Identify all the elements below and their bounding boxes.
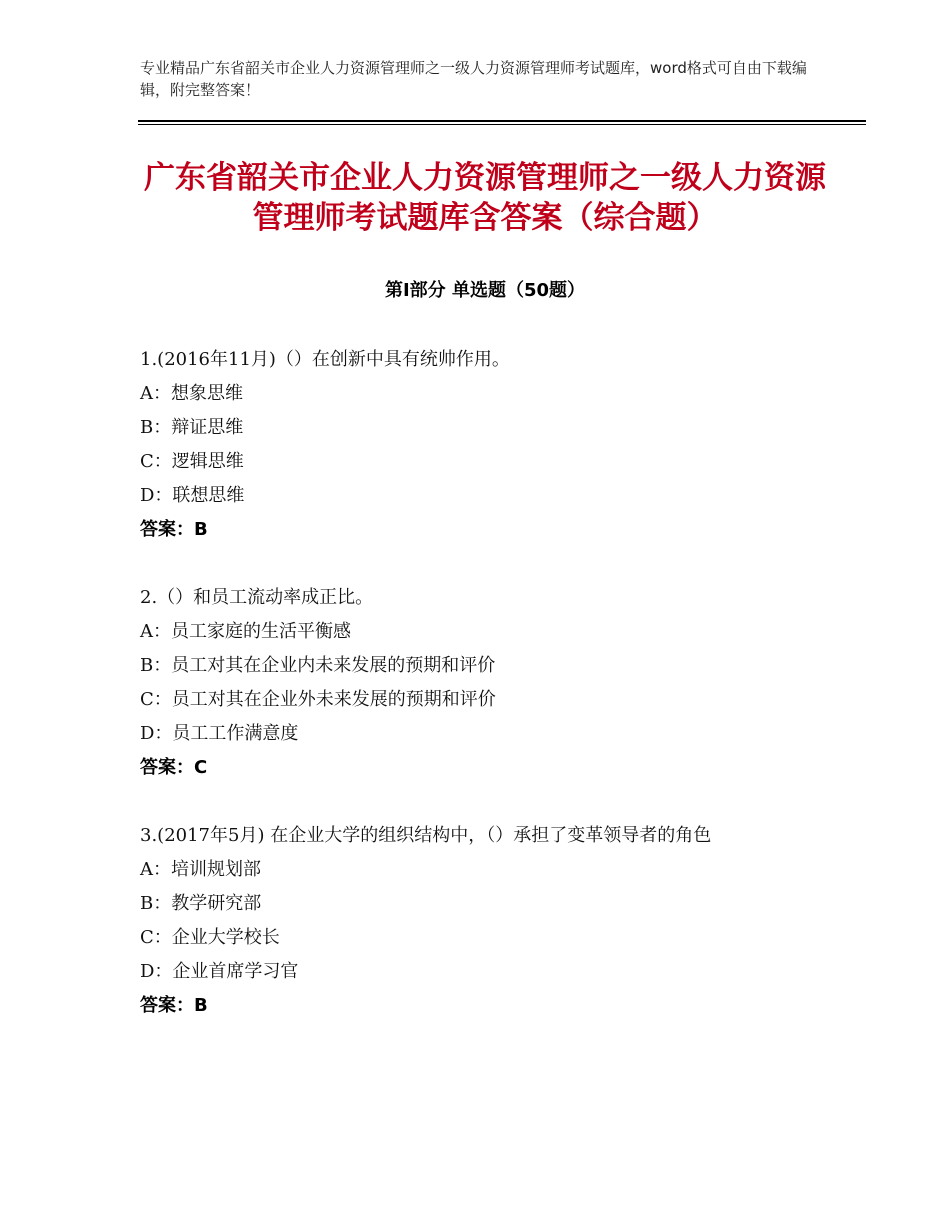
question-stem: 2.（）和员工流动率成正比。 [140, 587, 374, 608]
document-title: 广东省韶关市企业人力资源管理师之一级人力资源管理师考试题库含答案（综合题） [144, 160, 826, 236]
header-rule-thin [138, 124, 866, 125]
question-option: C：逻辑思维 [140, 451, 244, 472]
question-list [140, 343, 830, 1057]
question-answer: 答案：C [140, 757, 208, 778]
question-option: C：员工对其在企业外未来发展的预期和评价 [140, 689, 496, 710]
question-answer: 答案：B [140, 995, 208, 1016]
question-option: D：企业首席学习官 [140, 961, 299, 982]
question-option: D：员工工作满意度 [140, 723, 299, 744]
question-option: B：辩证思维 [140, 417, 244, 438]
question-option: A：培训规划部 [140, 859, 261, 880]
question-item [140, 819, 830, 1023]
question-option: C：企业大学校长 [140, 927, 280, 948]
question-stem: 1.(2016年11月)（）在创新中具有统帅作用。 [140, 349, 510, 370]
question-option: B：员工对其在企业内未来发展的预期和评价 [140, 655, 496, 676]
question-item [140, 581, 830, 785]
question-option: D：联想思维 [140, 485, 245, 506]
question-stem: 3.(2017年5月) 在企业大学的组织结构中，（）承担了变革领导者的角色 [140, 825, 712, 846]
question-answer: 答案：B [140, 519, 208, 540]
section-title: 第Ⅰ部分 单选题（50题） [384, 280, 585, 301]
header-rule-thick [138, 120, 866, 122]
question-option: B：教学研究部 [140, 893, 262, 914]
question-option: A：想象思维 [140, 383, 243, 404]
page-header: 专业精品广东省韶关市企业人力资源管理师之一级人力资源管理师考试题库，word格式可自由下载编辑，附完整答案！ [140, 59, 807, 99]
question-option: A：员工家庭的生活平衡感 [140, 621, 351, 642]
question-item [140, 343, 830, 547]
